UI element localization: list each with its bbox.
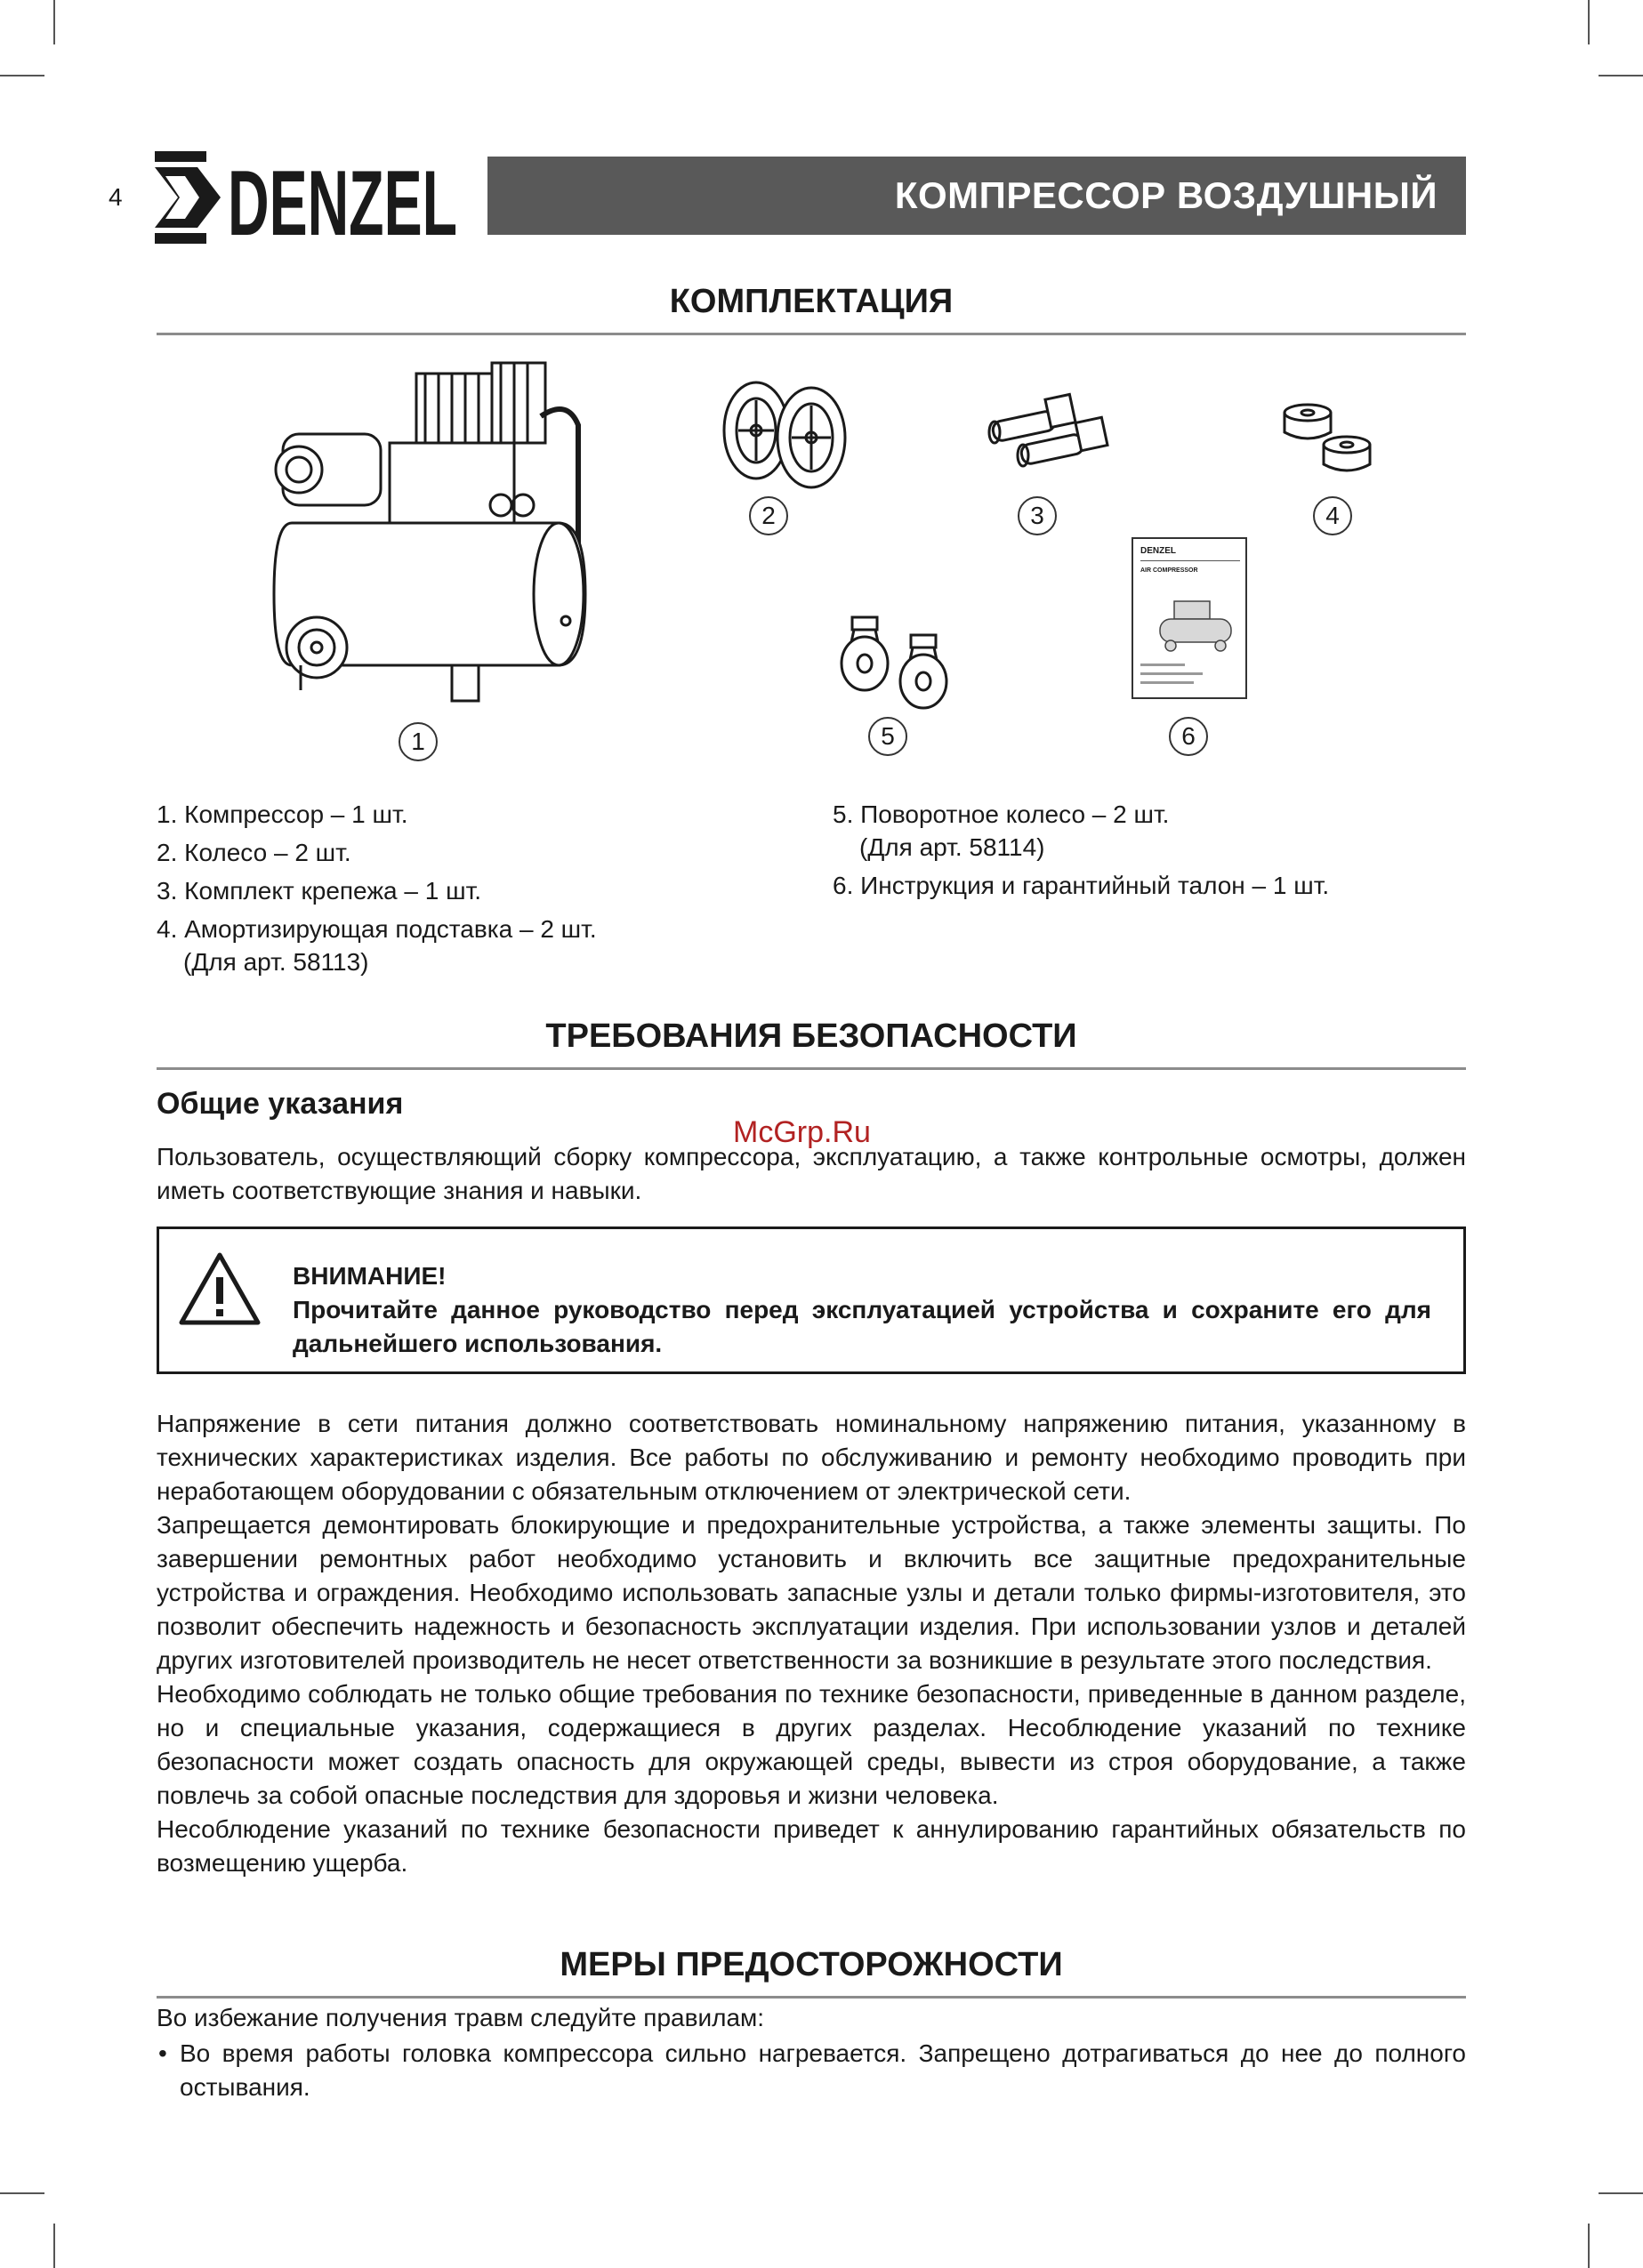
compressor-illustration <box>265 363 603 719</box>
swivel-casters-illustration <box>834 614 968 712</box>
header-title-bar <box>487 157 1466 235</box>
precautions-intro <box>157 2001 1466 2035</box>
figure-number-3: 3 <box>1018 496 1057 535</box>
logo-emblem-icon <box>155 151 221 244</box>
kit-section-title: КОМПЛЕКТАЦИЯ <box>669 283 954 320</box>
list-item: 3. Комплект крепежа – 1 шт. <box>157 877 482 905</box>
crop-mark <box>53 0 55 44</box>
crop-mark <box>0 2192 44 2194</box>
general-instructions-heading: Общие указания <box>157 1087 404 1121</box>
list-item: 6. Инструкция и гарантийный талон – 1 шт. <box>833 872 1330 899</box>
list-item: 2. Колесо – 2 шт. <box>157 839 351 866</box>
crop-mark <box>1588 0 1590 44</box>
figure-number-5: 5 <box>868 717 907 756</box>
figure-number-2: 2 <box>749 496 788 535</box>
kit-list-left <box>157 795 779 981</box>
figure-number-6: 6 <box>1169 717 1208 756</box>
paragraph: Необходимо соблюдать не только общие требования по технике безопасности, приведенные в данном разделе, но и специальные указания, содержащиеся в других разделах. Несоблюдение указаний по технике безопасности может создать опасность для окружающей среды, вывести из строя оборудование, а также повлечь за собой опасные последствия для здоровья и жизни человека. <box>157 1680 1466 1809</box>
crop-mark <box>53 2224 55 2268</box>
manual-brand: DENZEL <box>1140 546 1176 556</box>
list-item: 4. Амортизирующая подставка – 2 шт. <box>157 915 597 943</box>
crop-mark <box>1599 2192 1643 2194</box>
fasteners-illustration <box>986 391 1119 471</box>
kit-list-right <box>833 795 1455 905</box>
list-item-note: (Для арт. 58113) <box>183 948 369 976</box>
document-title: КОМПРЕССОР ВОЗДУШНЫЙ <box>894 174 1438 216</box>
page-number: 4 <box>109 183 123 211</box>
section-rule <box>157 1996 1466 1999</box>
warning-body: Прочитайте данное руководство перед эксплуатацией устройства и сохраните его для дальнейшего использования. <box>293 1296 1431 1357</box>
paragraph: Запрещается демонтировать блокирующие и предохранительные устройства, а также элементы защиты. По завершении ремонтных работ необходимо установить и включить все защитные предохранительные устройства и ограждения. Необходимо использовать запасные узлы и детали только фирмы-изготовителя, это позволит обеспечить надежность и безопасность эксплуатации изделия. При использовании узлов и деталей других изготовителей производитель не несет ответственности за возникшие в результате этого последствия. <box>157 1511 1466 1674</box>
list-item: 5. Поворотное колесо – 2 шт. <box>833 800 1170 828</box>
manual-illustration <box>1132 537 1247 699</box>
safety-intro <box>157 1140 1466 1208</box>
precautions-list <box>157 2037 1466 2104</box>
manual-cover-compressor-icon <box>1156 598 1235 653</box>
paragraph: Во избежание получения травм следуйте правилам: <box>157 2004 765 2031</box>
safety-section-title: ТРЕБОВАНИЯ БЕЗОПАСНОСТИ <box>545 1017 1077 1055</box>
manual-cover-title: AIR COMPRESSOR <box>1140 567 1198 574</box>
logo-wordmark: DENZEL <box>228 152 457 255</box>
crop-mark <box>1599 75 1643 76</box>
crop-mark <box>0 75 44 76</box>
warning-text <box>293 1259 1431 1361</box>
section-rule <box>157 333 1466 335</box>
warning-triangle-icon <box>177 1251 262 1327</box>
paragraph: Несоблюдение указаний по технике безопасности приведет к аннулированию гарантийных обязательств по возмещению ущерба. <box>157 1815 1466 1877</box>
crop-mark <box>1588 2224 1590 2268</box>
wheels-illustration <box>719 377 849 493</box>
list-item: • Во время работы головка компрессора сильно нагревается. Запрещено дотрагиваться до нее до полного остывания. <box>157 2037 1466 2104</box>
watermark: McGrp.Ru <box>733 1115 871 1149</box>
list-item-note: (Для арт. 58114) <box>859 833 1045 861</box>
warning-title: ВНИМАНИЕ! <box>293 1262 447 1290</box>
paragraph: Пользователь, осуществляющий сборку компрессора, эксплуатацию, а также контрольные осмотры, должен иметь соответствующие знания и навыки. <box>157 1143 1466 1204</box>
paragraph: Напряжение в сети питания должно соответствовать номинальному напряжению питания, указанному в технических характеристиках изделия. Все работы по обслуживанию и ремонту необходимо проводить при неработающем оборудовании с обязательным отключением от электрической сети. <box>157 1410 1466 1505</box>
precautions-section-title: МЕРЫ ПРЕДОСТОРОЖНОСТИ <box>560 1946 1063 1983</box>
list-item: 1. Компрессор – 1 шт. <box>157 800 408 828</box>
damper-feet-illustration <box>1279 398 1377 479</box>
section-rule <box>157 1067 1466 1070</box>
warning-box <box>157 1226 1466 1374</box>
brand-logo <box>153 149 460 255</box>
safety-paragraphs <box>157 1407 1466 1880</box>
figure-number-1: 1 <box>399 722 438 761</box>
figure-number-4: 4 <box>1313 496 1352 535</box>
